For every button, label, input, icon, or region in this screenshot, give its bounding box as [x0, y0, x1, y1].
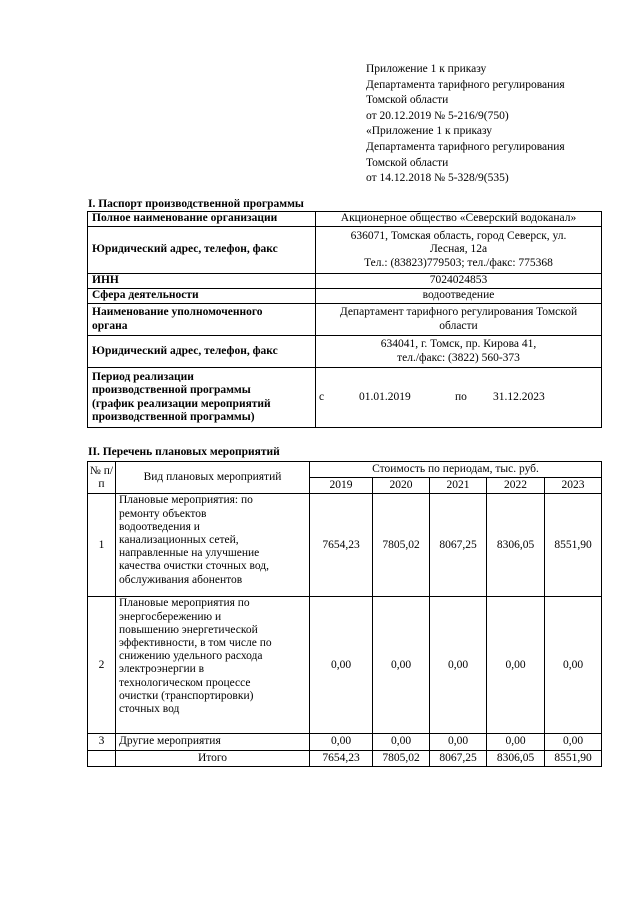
- table-row: [88, 368, 602, 428]
- total-value: 8551,90: [545, 750, 602, 766]
- name-line: очистки (транспортировки): [119, 689, 254, 702]
- year-header: 2021: [430, 478, 487, 494]
- header-line: Департамента тарифного регулирования: [366, 140, 565, 153]
- label-line: органа: [92, 319, 128, 332]
- period-from: 01.01.2019: [359, 390, 411, 403]
- cell-value: 0,00: [487, 597, 545, 734]
- name-line: повышению энергетической: [119, 623, 258, 636]
- label-line: Наименование уполномоченного: [92, 306, 263, 319]
- row-num: 2: [88, 597, 116, 734]
- period-range: [317, 391, 600, 404]
- total-value: 7805,02: [373, 750, 430, 766]
- total-value: 8306,05: [487, 750, 545, 766]
- label-line: Период реализации: [92, 371, 194, 384]
- row-label: [88, 368, 316, 428]
- total-value: 7654,23: [310, 750, 373, 766]
- header-line: Томской области: [366, 94, 449, 107]
- cell-value: 8067,25: [430, 494, 487, 597]
- events-table: [87, 461, 602, 767]
- table-row: [88, 274, 602, 289]
- row-value: 7024024853: [316, 274, 602, 289]
- total-value: 8067,25: [430, 750, 487, 766]
- cell-value: 0,00: [310, 734, 373, 750]
- cell-value: 0,00: [373, 597, 430, 734]
- row-label: [88, 304, 316, 336]
- row-value: [316, 336, 602, 368]
- header-line: от 14.12.2018 № 5-328/9(535): [366, 172, 509, 185]
- row-name: [116, 597, 310, 734]
- name-line: Плановые мероприятия: по: [119, 494, 253, 507]
- name-line: сточных вод: [119, 703, 180, 716]
- row-num: 1: [88, 494, 116, 597]
- row-label: Сфера деятельности: [88, 289, 316, 304]
- row-label: Полное наименование организации: [88, 212, 316, 227]
- col-name-header: Вид плановых мероприятий: [116, 462, 310, 494]
- total-label: Итого: [116, 750, 310, 766]
- period-to: 31.12.2023: [493, 390, 545, 403]
- cell-value: 0,00: [310, 597, 373, 734]
- year-header: 2022: [487, 478, 545, 494]
- row-value: водоотведение: [316, 289, 602, 304]
- row-label: Юридический адрес, телефон, факс: [88, 336, 316, 368]
- name-line: Плановые мероприятия по: [119, 597, 250, 610]
- header-line: Томской области: [366, 156, 449, 169]
- document-header: [366, 62, 626, 187]
- name-line: обслуживания абонентов: [119, 573, 243, 586]
- value-line: 636071, Томская область, город Северск, ул.: [350, 230, 567, 243]
- name-line: технологическом процессе: [119, 676, 251, 689]
- name-line: водоотведения и: [119, 520, 200, 533]
- value-line: 634041, г. Томск, пр. Кирова 41,: [380, 338, 537, 351]
- col-cost-header: Стоимость по периодам, тыс. руб.: [310, 462, 602, 478]
- passport-table: [87, 211, 602, 428]
- year-header: 2020: [373, 478, 430, 494]
- label-line: производственной программы): [92, 410, 255, 423]
- label-line: (график реализации мероприятий: [92, 397, 271, 410]
- name-line: канализационных сетей,: [119, 534, 239, 547]
- total-num: [88, 750, 116, 766]
- header-line: Департамента тарифного регулирования: [366, 78, 565, 91]
- row-label: ИНН: [88, 274, 316, 289]
- cell-value: 0,00: [545, 734, 602, 750]
- row-value: Акционерное общество «Северский водоканал»: [316, 212, 602, 227]
- cell-value: 7654,23: [310, 494, 373, 597]
- name-line: ремонту объектов: [119, 507, 207, 520]
- name-line: электроэнергии в: [119, 663, 205, 676]
- value-line: Тел.: (83823)779503; тел./факс: 775368: [364, 256, 553, 269]
- table-row: [88, 597, 602, 734]
- year-header: 2019: [310, 478, 373, 494]
- table-row: [88, 336, 602, 368]
- cell-value: 0,00: [487, 734, 545, 750]
- row-value: [316, 368, 602, 428]
- value-line: Департамент тарифного регулирования Томской: [339, 306, 578, 319]
- name-line: эффективности, в том числе по: [119, 637, 272, 650]
- events-title: II. Перечень плановых мероприятий: [88, 446, 280, 458]
- col-num-header: № п/п: [88, 462, 116, 494]
- name-line: направленные на улучшение: [119, 547, 260, 560]
- row-name: Другие мероприятия: [116, 734, 310, 750]
- cell-value: 0,00: [430, 597, 487, 734]
- name-line: энергосбережению и: [119, 610, 222, 623]
- value-line: области: [439, 319, 478, 332]
- table-row: [88, 289, 602, 304]
- row-value: [316, 304, 602, 336]
- table-row: [88, 494, 602, 597]
- label-line: производственной программы: [92, 384, 251, 397]
- table-row: [88, 734, 602, 750]
- table-header-row: [88, 462, 602, 478]
- cell-value: 0,00: [545, 597, 602, 734]
- cell-value: 0,00: [430, 734, 487, 750]
- passport-title: I. Паспорт производственной программы: [88, 198, 304, 210]
- header-line: от 20.12.2019 № 5-216/9(750): [366, 109, 509, 122]
- value-line: Лесная, 12а: [429, 243, 488, 256]
- value-line: тел./факс: (3822) 560-373: [397, 351, 520, 364]
- cell-value: 7805,02: [373, 494, 430, 597]
- total-row: [88, 750, 602, 766]
- table-row: [88, 304, 602, 336]
- name-line: снижению удельного расхода: [119, 650, 263, 663]
- row-num: 3: [88, 734, 116, 750]
- name-line: качества очистки сточных вод,: [119, 560, 269, 573]
- row-value: [316, 227, 602, 274]
- row-name: [116, 494, 310, 597]
- cell-value: 8551,90: [545, 494, 602, 597]
- cell-value: 0,00: [373, 734, 430, 750]
- header-line: Приложение 1 к приказу: [366, 63, 487, 75]
- table-row: [88, 212, 602, 227]
- table-row: [88, 227, 602, 274]
- period-to-prefix: по: [455, 390, 467, 403]
- row-label: Юридический адрес, телефон, факс: [88, 227, 316, 274]
- header-line: «Приложение 1 к приказу: [366, 125, 493, 138]
- period-from-prefix: с: [319, 390, 325, 403]
- cell-value: 8306,05: [487, 494, 545, 597]
- year-header: 2023: [545, 478, 602, 494]
